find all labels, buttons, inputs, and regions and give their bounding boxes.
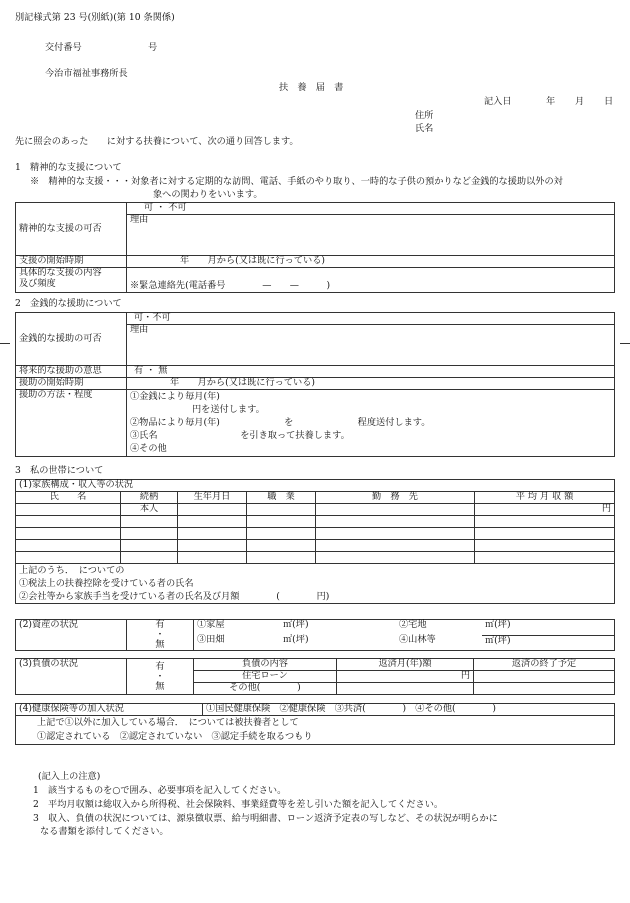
s2-reason-field[interactable]: 理由 [127, 325, 615, 366]
asset-field: ③田畑 [194, 635, 281, 651]
section1-heading: 1 精神的な支援について [15, 162, 122, 173]
table-row [16, 504, 615, 516]
debt-col-content: 負債の内容 [194, 659, 337, 671]
s2-intent-label: 将来的な援助の意思 [16, 366, 127, 378]
s1-possible-options[interactable]: 可 ・ 不可 [127, 203, 615, 215]
family-table-title: (1)家族構成・収入等の状況 [16, 480, 615, 492]
table-row [16, 516, 615, 528]
table-row [16, 552, 615, 564]
notes-title: (記入上の注意) [38, 771, 101, 782]
s1-detail-field[interactable]: ※緊急連絡先(電話番号 — — ) [127, 268, 615, 293]
assets-yes-no[interactable]: 有 ・ 無 [127, 620, 194, 651]
debt-table [15, 658, 615, 695]
debt-col-amount: 返済月(年)額 [337, 659, 474, 671]
note-2: 2 平均月収額は総収入から所得税、社会保険料、事業経費等を差し引いた額を記入してください。 [33, 799, 444, 810]
s1-start-label: 支援の開始時期 [16, 256, 127, 268]
debt-col-end: 返済の終了予定 [474, 659, 615, 671]
asset-land-unit[interactable]: ㎡(坪) [482, 620, 615, 636]
col-workplace: 勤 務 先 [316, 492, 475, 504]
note-3a: 3 収入、負債の状況については、源泉徴収票、給与明細書、ローン返済予定表の写しなど、その状況が明らかに [33, 813, 498, 824]
asset-house: ①家屋 [194, 620, 281, 636]
fold-mark-right [620, 343, 630, 344]
s2-start-label: 援助の開始時期 [16, 378, 127, 390]
asset-land: ②宅地 [396, 620, 482, 636]
s2-intent-options[interactable]: 有 ・ 無 [127, 366, 615, 378]
s2-possible-options[interactable]: 可・不可 [127, 313, 615, 325]
assets-label: (2)資産の状況 [16, 620, 127, 651]
intro-text: 先に照会のあった に対する扶養について、次の通り回答します。 [15, 136, 299, 147]
s2-method-label: 援助の方法・程度 [16, 390, 127, 457]
self-cell: 本人 [121, 504, 178, 516]
table-row [16, 528, 615, 540]
yen-cell: 円 [475, 504, 615, 516]
section1-note-line2: 象への関わりをいいます。 [153, 189, 263, 200]
page-title: 扶 養 届 書 [279, 82, 344, 93]
asset-field-unit[interactable]: ㎡(坪) [280, 635, 396, 651]
year-label: 年 [546, 96, 556, 107]
fold-mark-left [0, 343, 10, 344]
asset-house-unit[interactable]: ㎡(坪) [280, 620, 396, 636]
s2-method-field[interactable]: ①金銭により毎月(年) 円を送付します。 ②物品により毎月(年) を 程度送付します。 ③氏名 を引き取って扶養します。 ④その他 [127, 390, 615, 457]
s1-possible-label: 精神的な支援の可否 [16, 203, 127, 256]
day-label: 日 [604, 96, 614, 107]
issue-no-suffix: 号 [148, 42, 158, 53]
family-table [15, 479, 615, 604]
s2-start-field[interactable]: 年 月から(又は既に行っている) [127, 378, 615, 390]
issue-no-label: 交付番号 [45, 42, 82, 53]
note-1: 1 該当するものを○で囲み、必要事項を記入してください。 [33, 785, 287, 796]
s1-start-field[interactable]: 年 月から(又は既に行っている) [127, 256, 615, 268]
col-income: 平 均 月 収 額 [475, 492, 615, 504]
col-relation: 続柄 [121, 492, 178, 504]
addressee: 今治市福祉事務所長 [45, 68, 128, 79]
section3-heading: 3 私の世帯について [15, 465, 104, 476]
col-occupation: 職 業 [247, 492, 316, 504]
section1-note-line1: ※ 精神的な支援・・・対象者に対する定期的な訪問、電話、手紙のやり取り、一時的な子供の預かりなど金銭的な援助以外の対 [30, 176, 563, 187]
s2-possible-label: 金銭的な援助の可否 [16, 313, 127, 366]
col-birthdate: 生年月日 [178, 492, 247, 504]
name-label: 氏名 [415, 123, 434, 134]
debt-housing-amount[interactable]: 円 [337, 671, 474, 683]
insurance-options[interactable]: ①国民健康保険 ②健康保険 ③共済( ) ④その他( ) [203, 704, 615, 716]
section1-table [15, 202, 615, 293]
month-label: 月 [575, 96, 585, 107]
insurance-label: (4)健康保険等の加入状況 [16, 704, 203, 716]
date-label: 記入日 [484, 96, 512, 107]
assets-table [15, 619, 615, 651]
table-row [16, 540, 615, 552]
debt-yes-no[interactable]: 有 ・ 無 [127, 659, 194, 695]
form-id: 別記様式第 23 号(別紙)(第 10 条関係) [15, 12, 175, 23]
col-name: 氏 名 [16, 492, 121, 504]
address-label: 住所 [415, 110, 434, 121]
note-3b: なる書類を添付してください。 [40, 826, 169, 837]
debt-row-housing: 住宅ローン [194, 671, 337, 683]
asset-forest-unit[interactable]: ㎡(坪) [482, 635, 615, 651]
debt-label: (3)負債の状況 [16, 659, 127, 695]
s1-detail-label: 具体的な支援の内容 及び頻度 [16, 268, 127, 293]
dependents-block[interactable]: 上記のうち． についての ①税法上の扶養控除を受けている者の氏名 ②会社等から家族手当を受けている者の氏名及び月額 ( 円) [16, 564, 615, 604]
insurance-dependent[interactable]: 上記で①以外に加入している場合． については被扶養者として ①認定されている ②認定されていない ③認定手続を取るつもり [16, 716, 615, 745]
insurance-table [15, 703, 615, 745]
section2-heading: 2 金銭的な援助について [15, 298, 122, 309]
section2-table [15, 312, 615, 457]
s1-reason-field[interactable]: 理由 [127, 215, 615, 256]
debt-row-other: その他( ) [194, 683, 337, 695]
asset-forest: ④山林等 [396, 635, 482, 651]
